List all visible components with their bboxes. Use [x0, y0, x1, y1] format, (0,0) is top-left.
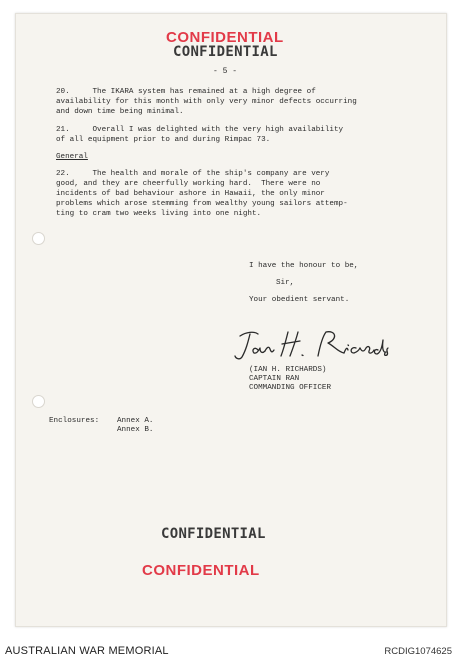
footer-institution: AUSTRALIAN WAR MEMORIAL [5, 645, 169, 657]
enclosures-label: Enclosures: [49, 417, 100, 425]
closing-honour: I have the honour to be, [249, 262, 359, 270]
signatory-rank: CAPTAIN RAN [249, 375, 300, 383]
enclosure-annex-a: Annex A. [117, 417, 154, 425]
confidential-stamp-top-red: CONFIDENTIAL [166, 29, 284, 46]
confidential-stamp-top-black: CONFIDENTIAL [173, 44, 278, 60]
paragraph-22-line-5: ting to cram two weeks living into one night. [56, 210, 262, 218]
handwritten-signature [232, 326, 392, 366]
heading-general: General [56, 153, 88, 161]
paragraph-20-line-2: availability for this month with only very minor defects occurring [56, 98, 357, 106]
paragraph-20-line-1: 20. The IKARA system has remained at a high degree of [56, 88, 316, 96]
signatory-name: (IAN H. RICHARDS) [249, 366, 327, 374]
paragraph-21-line-2: of all equipment prior to and during Rimpac 73. [56, 136, 271, 144]
paragraph-22-line-3: incidents of bad behaviour ashore in Hawaii, the only minor [56, 190, 325, 198]
confidential-stamp-bottom-red: CONFIDENTIAL [142, 562, 260, 579]
enclosure-annex-b: Annex B. [117, 426, 154, 434]
page-number: - 5 - [213, 67, 238, 76]
paragraph-21-line-1: 21. Overall I was delighted with the very high availability [56, 126, 344, 134]
punch-hole-bottom [32, 395, 45, 408]
punch-hole-top [32, 232, 45, 245]
footer-record-id: RCDIG1074625 [384, 646, 452, 657]
archive-footer [0, 636, 460, 666]
paragraph-22-line-1: 22. The health and morale of the ship's company are very [56, 170, 330, 178]
closing-servant: Your obedient servant. [249, 296, 350, 304]
signatory-role: COMMANDING OFFICER [249, 384, 332, 392]
closing-sir: Sir, [276, 279, 295, 287]
confidential-stamp-bottom-black: CONFIDENTIAL [161, 526, 266, 542]
paragraph-22-line-2: good, and they are cheerfully working hard. There were no [56, 180, 321, 188]
paragraph-22-line-4: problems which arose stemming from wealthy young sailors attemp- [56, 200, 348, 208]
paragraph-20-line-3: and down time being minimal. [56, 108, 184, 116]
